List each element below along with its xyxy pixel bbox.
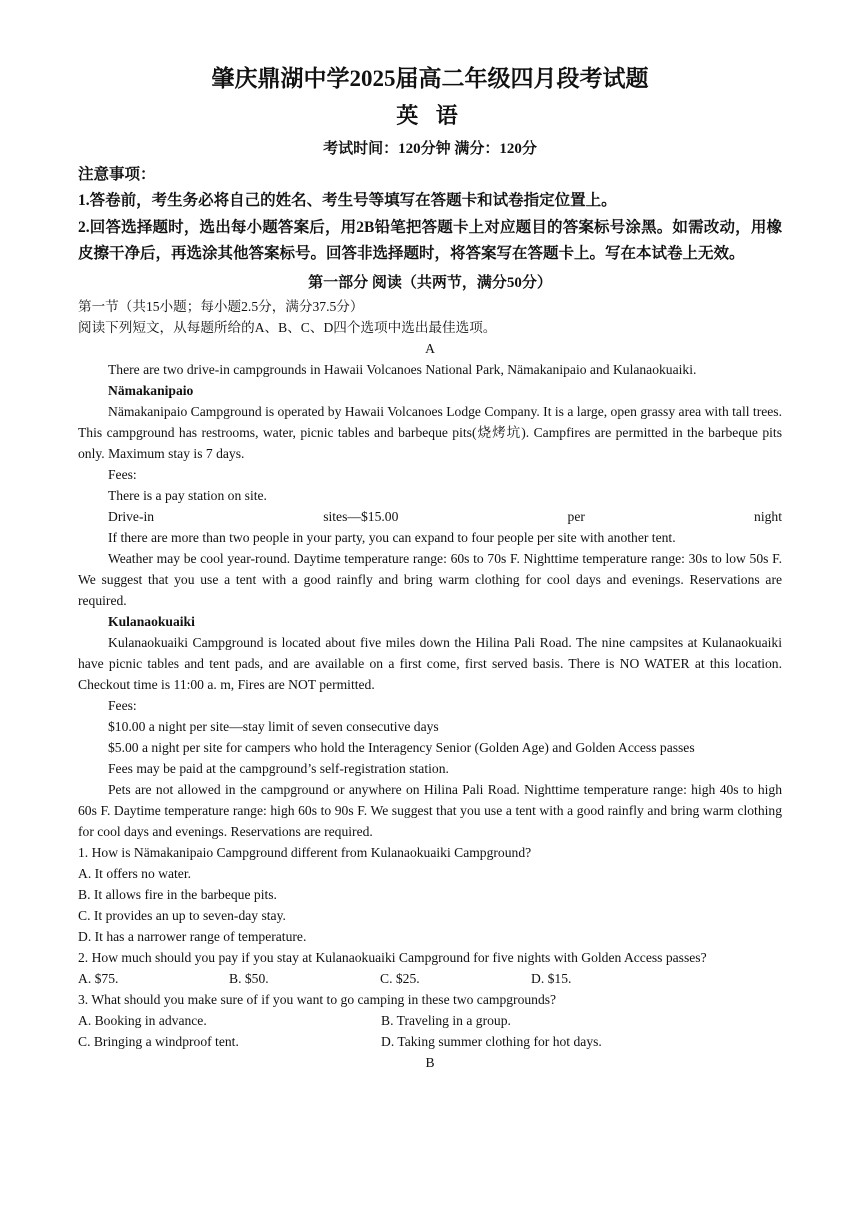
camp1-fees-label: Fees: xyxy=(108,466,137,482)
exam-title: 肇庆鼎湖中学2025届高二年级四月段考试题 xyxy=(211,66,649,91)
question-3-option-c: C. Bringing a windproof tent. xyxy=(78,1033,239,1049)
question-2-stem: 2. How much should you pay if you stay at Kulanaokuaiki Campground for five nights with Golden Access passes? xyxy=(78,949,707,965)
exam-page xyxy=(78,62,782,1073)
question-3-options-row-2 xyxy=(78,1031,782,1052)
part1-title: 第一部分 阅读（共两节，满分50分） xyxy=(308,274,552,291)
notice-item-1: 1.答卷前，考生务必将自己的姓名、考生号等填写在答题卡和试卷指定位置上。 xyxy=(78,192,617,209)
camp2-fee-1: $10.00 a night per site—stay limit of seven consecutive days xyxy=(108,718,439,734)
camp2-fee-3: Fees may be paid at the campground’s self-registration station. xyxy=(108,760,449,776)
question-1-option-a: A. It offers no water. xyxy=(78,865,191,881)
passage-b-label: B xyxy=(425,1054,435,1070)
question-1-option-c: C. It provides an up to seven-day stay. xyxy=(78,907,286,923)
camp1-weather: Weather may be cool year-round. Daytime temperature range: 60s to 70s F. Nighttime temperature range: 30s to low 50s F. We suggest that you use a tent with a good rainfly and bring warm clothing for cool days and evenings. Reservations are required. xyxy=(78,550,782,608)
drivein-word-2: sites—$15.00 xyxy=(323,508,399,524)
camp2-fees-label: Fees: xyxy=(108,697,137,713)
camp2-description: Kulanaokuaiki Campground is located about five miles down the Hilina Pali Road. The nine campsites at Kulanaokuaiki have picnic tables and tent pads, and are available on a first come, first served basis. There is NO WATER at this location. Checkout time is 11:00 a. m, Fires are NOT permitted. xyxy=(78,634,782,692)
notice-item-2: 2.回答选择题时，选出每小题答案后，用2B铅笔把答题卡上对应题目的答案标号涂黑。如需改动，用橡皮擦干净后，再选涂其他答案标号。回答非选择题时，将答案写在答题卡上。写在本试卷上无效。 xyxy=(78,218,782,262)
drivein-word-1: Drive-in xyxy=(108,508,155,524)
question-2-option-c: C. $25. xyxy=(380,970,420,986)
passage-a-intro: There are two drive-in campgrounds in Hawaii Volcanoes National Park, Nämakanipaio and Kulanaokuaiki. xyxy=(108,361,697,377)
question-3-option-d: D. Taking summer clothing for hot days. xyxy=(381,1033,602,1049)
camp1-pay-station: There is a pay station on site. xyxy=(108,487,267,503)
section1-title: 第一节（共15小题；每小题2.5分，满分37.5分） xyxy=(78,298,364,314)
drivein-word-4: night xyxy=(754,508,782,524)
question-2-option-d: D. $15. xyxy=(531,970,572,986)
question-2-options xyxy=(78,968,782,989)
camp1-description: Nämakanipaio Campground is operated by Hawaii Volcanoes Lodge Company. It is a large, open grassy area with tall trees. This campground has restrooms, water, picnic tables and barbeque pits(烧烤坑). Campfires are permitted in the barbeque pits only. Maximum stay is 7 days. xyxy=(78,403,782,461)
question-2-option-b: B. $50. xyxy=(229,970,269,986)
question-3-stem: 3. What should you make sure of if you want to go camping in these two campgrounds? xyxy=(78,991,557,1007)
subject-title: 英 语 xyxy=(396,103,464,128)
question-1-option-d: D. It has a narrower range of temperature. xyxy=(78,928,307,944)
camp1-party: If there are more than two people in your party, you can expand to four people per site with another tent. xyxy=(108,529,676,545)
camp1-drivein-fee xyxy=(78,506,782,527)
question-3-option-b: B. Traveling in a group. xyxy=(381,1012,511,1028)
question-2-option-a: A. $75. xyxy=(78,970,119,986)
question-3-option-a: A. Booking in advance. xyxy=(78,1012,207,1028)
camp2-pets: Pets are not allowed in the campground or anywhere on Hilina Pali Road. Nighttime temperature range: high 40s to high 60s F. Daytime temperature range: high 60s to 90s F. We suggest that you use a tent with a good rainfly and bring warm clothing for cool days and evenings. Reservations are required. xyxy=(78,781,782,839)
camp2-fee-2: $5.00 a night per site for campers who hold the Interagency Senior (Golden Age) and Golden Access passes xyxy=(108,739,695,755)
question-3-options-row-1 xyxy=(78,1010,782,1031)
question-1-stem: 1. How is Nämakanipaio Campground different from Kulanaokuaiki Campground? xyxy=(78,844,532,860)
notice-heading: 注意事项： xyxy=(78,166,156,183)
drivein-word-3: per xyxy=(567,508,585,524)
question-1-option-b: B. It allows fire in the barbeque pits. xyxy=(78,886,277,902)
passage-a-label: A xyxy=(425,340,435,356)
camp2-heading: Kulanaokuaiki xyxy=(108,613,195,629)
exam-info: 考试时间：120分钟 满分：120分 xyxy=(323,141,537,157)
camp1-heading: Nämakanipaio xyxy=(108,382,194,398)
section1-instruction: 阅读下列短文，从每题所给的A、B、C、D四个选项中选出最佳选项。 xyxy=(78,319,497,335)
